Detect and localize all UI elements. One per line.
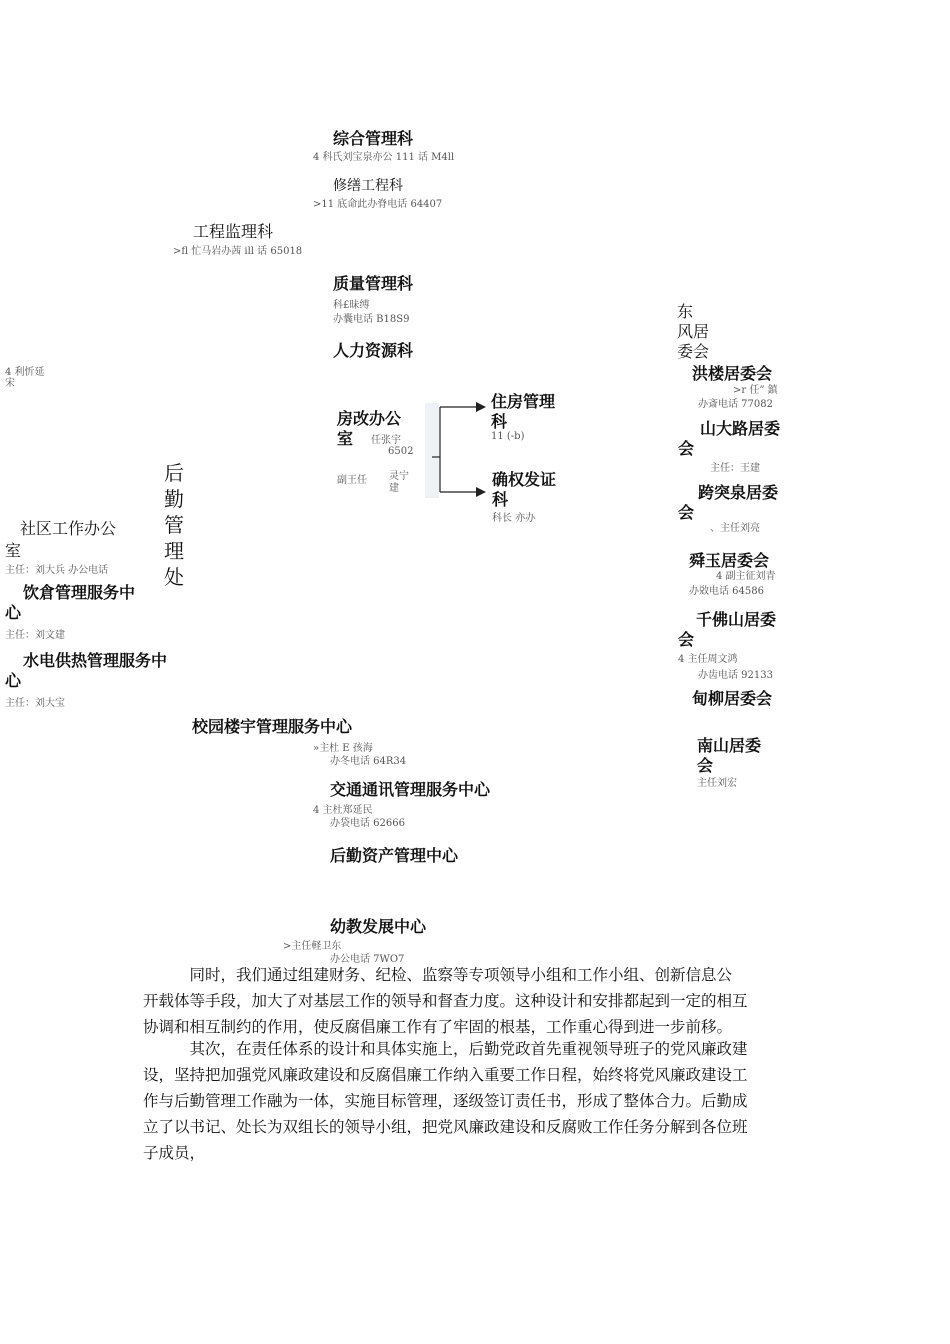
- dept-xiushan-title: 修缮工程科: [333, 178, 403, 194]
- paragraph-1-line: 开载体等手段，加大了对基层工作的领导和督查力度。这种设计和安排都起到一定的相互: [143, 992, 748, 1010]
- paragraph-2: [143, 1036, 811, 1166]
- dept-youjiao-info2: 办公电话 7WO7: [330, 954, 405, 965]
- dept-zichan-title: 后勤资产管理中心: [330, 846, 459, 865]
- dept-zhiliang-title: 质量管理科: [333, 274, 414, 293]
- dept-youjiao-title: 幼教发展中心: [330, 917, 427, 936]
- jw-qianfoshan-info2: 办齿电话 92133: [698, 670, 773, 681]
- jw-shandalu-info: 主任：王建: [710, 463, 760, 474]
- dept-fanggai-info2: 6502: [388, 446, 414, 457]
- jw-shunyu-title: 舜玉居委会: [689, 551, 770, 570]
- dept-quequan-info: 科长 亦办: [492, 513, 536, 524]
- dept-jiaotong-info1: 4 主杜郑延民: [313, 805, 373, 816]
- connector-arrows: [420, 395, 490, 505]
- dept-xiaoyuan-title: 校园楼宇管理服务中心: [192, 717, 353, 736]
- dept-zhiliang-info1: 科£昧缚: [333, 300, 370, 311]
- jw-dianliu-title: 甸柳居委会: [692, 689, 773, 708]
- jw-honglou-info2: 办斎电话 77082: [698, 399, 773, 410]
- jw-nanshan-info: 主任刘宏: [697, 778, 737, 789]
- jw-kuatuquan-title: 跨突泉居委 会: [678, 483, 779, 522]
- dept-jiaotong-title: 交通通讯管理服务中心: [330, 780, 491, 799]
- paragraph-2-line: 子成员，: [143, 1144, 206, 1162]
- dept-shequ-info: 主任：刘大兵 办公电话: [5, 565, 109, 576]
- paragraph-2-line: 设，坚持把加强党风廉政建设和反腐倡廉工作纳入重要工作日程，始终将党风廉政建设工: [143, 1066, 748, 1084]
- left-note: 4 利忻延 宋: [5, 367, 45, 389]
- paragraph-1-line: 同时，我们通过组建财务、纪检、监察等专项领导小组和工作小组、创新信息公: [143, 966, 733, 984]
- paragraph-2-line: 其次，在责任体系的设计和具体实施上，后勤党政首先重视领导班子的党风廉政建: [143, 1040, 748, 1058]
- dept-yinshi-info: 主任：刘文建: [5, 630, 65, 641]
- dept-xiushan-info: >11 底命此办脊电话 64407: [313, 199, 443, 210]
- jw-honglou-title: 洪楼居委会: [692, 364, 773, 383]
- connector-bar: [425, 403, 439, 498]
- dept-gongcheng-title: 工程监理科: [193, 222, 274, 241]
- houqin-title: 后 勤 管 理 处: [164, 461, 184, 589]
- dept-zonghe-title: 综合管理科: [333, 129, 414, 148]
- dept-fanggai-info3: 副王任: [337, 475, 367, 486]
- jw-nanshan-title: 南山居委 会: [697, 736, 762, 775]
- paragraph-1-line: 协调和相互制约的作用，使反腐倡廉工作有了牢固的根基，工作重心得到进一步前移。: [143, 1018, 733, 1036]
- dept-renli-title: 人力资源科: [333, 341, 414, 360]
- dept-jiaotong-info2: 办袋电话 62666: [330, 818, 405, 829]
- dept-fanggai-title: 房改办公 室: [337, 409, 402, 448]
- jw-qianfoshan-info1: 4 主任周文鸿: [678, 654, 738, 665]
- dept-zhufang-title: 住房管理 科: [491, 392, 556, 431]
- dept-shequ-title: 社区工作办公 室: [5, 519, 117, 560]
- arrow-head-bottom: [476, 487, 486, 497]
- jw-shunyu-info2: 办敚电话 64586: [689, 586, 764, 597]
- dept-quequan-title: 确权发证 科: [492, 470, 557, 509]
- dept-fanggai-info1: 任张宇: [371, 435, 401, 446]
- jw-qianfoshan-title: 千佛山居委 会: [678, 610, 777, 649]
- dept-zhufang-info: 11 (-b): [491, 431, 525, 442]
- paragraph-1: [143, 962, 811, 1040]
- paragraph-2-line: 立了以书记、处长为双组长的领导小组，把党风廉政建设和反腐败工作任务分解到各位班: [143, 1118, 748, 1136]
- jw-shunyu-info1: 4 副主征刘青: [716, 571, 776, 582]
- dept-gongcheng-info: >fl 忙马岩办茜 ill 话 65018: [173, 246, 303, 257]
- dept-xiaoyuan-info2: 办冬电话 64R34: [330, 756, 407, 767]
- dept-youjiao-info1: >主任軽卫东: [283, 941, 342, 952]
- jw-kuatuquan-info: 、主任刘亮: [710, 523, 760, 534]
- dept-zonghe-info: 4 科氏刘宝泉亦公 111 话 M4ll: [313, 152, 455, 163]
- dept-fanggai-info4: 灵宁 建: [389, 471, 409, 494]
- dept-shuidian-title: 水电供热管理服务中 心: [5, 651, 168, 690]
- jw-shandalu-title: 山大路居委 会: [678, 419, 781, 458]
- jw-honglou-info1: >r 任” 鎮: [733, 385, 778, 396]
- dept-yinshi-title: 饮倉管理服务中 心: [5, 583, 136, 622]
- dept-shuidian-info: 主任：刘大宝: [5, 698, 65, 709]
- dept-xiaoyuan-info1: »主杜 E 孩海: [313, 743, 373, 754]
- dept-zhiliang-info2: 办囊电话 B18S9: [333, 314, 410, 325]
- arrow-head-top: [476, 402, 486, 412]
- jw-dongfeng-title: 东 风居 委会: [677, 302, 710, 361]
- paragraph-2-line: 作与后勤管理工作融为一体，实施目标管理，逐级签订责任书，形成了整体合力。后勤成: [143, 1092, 748, 1110]
